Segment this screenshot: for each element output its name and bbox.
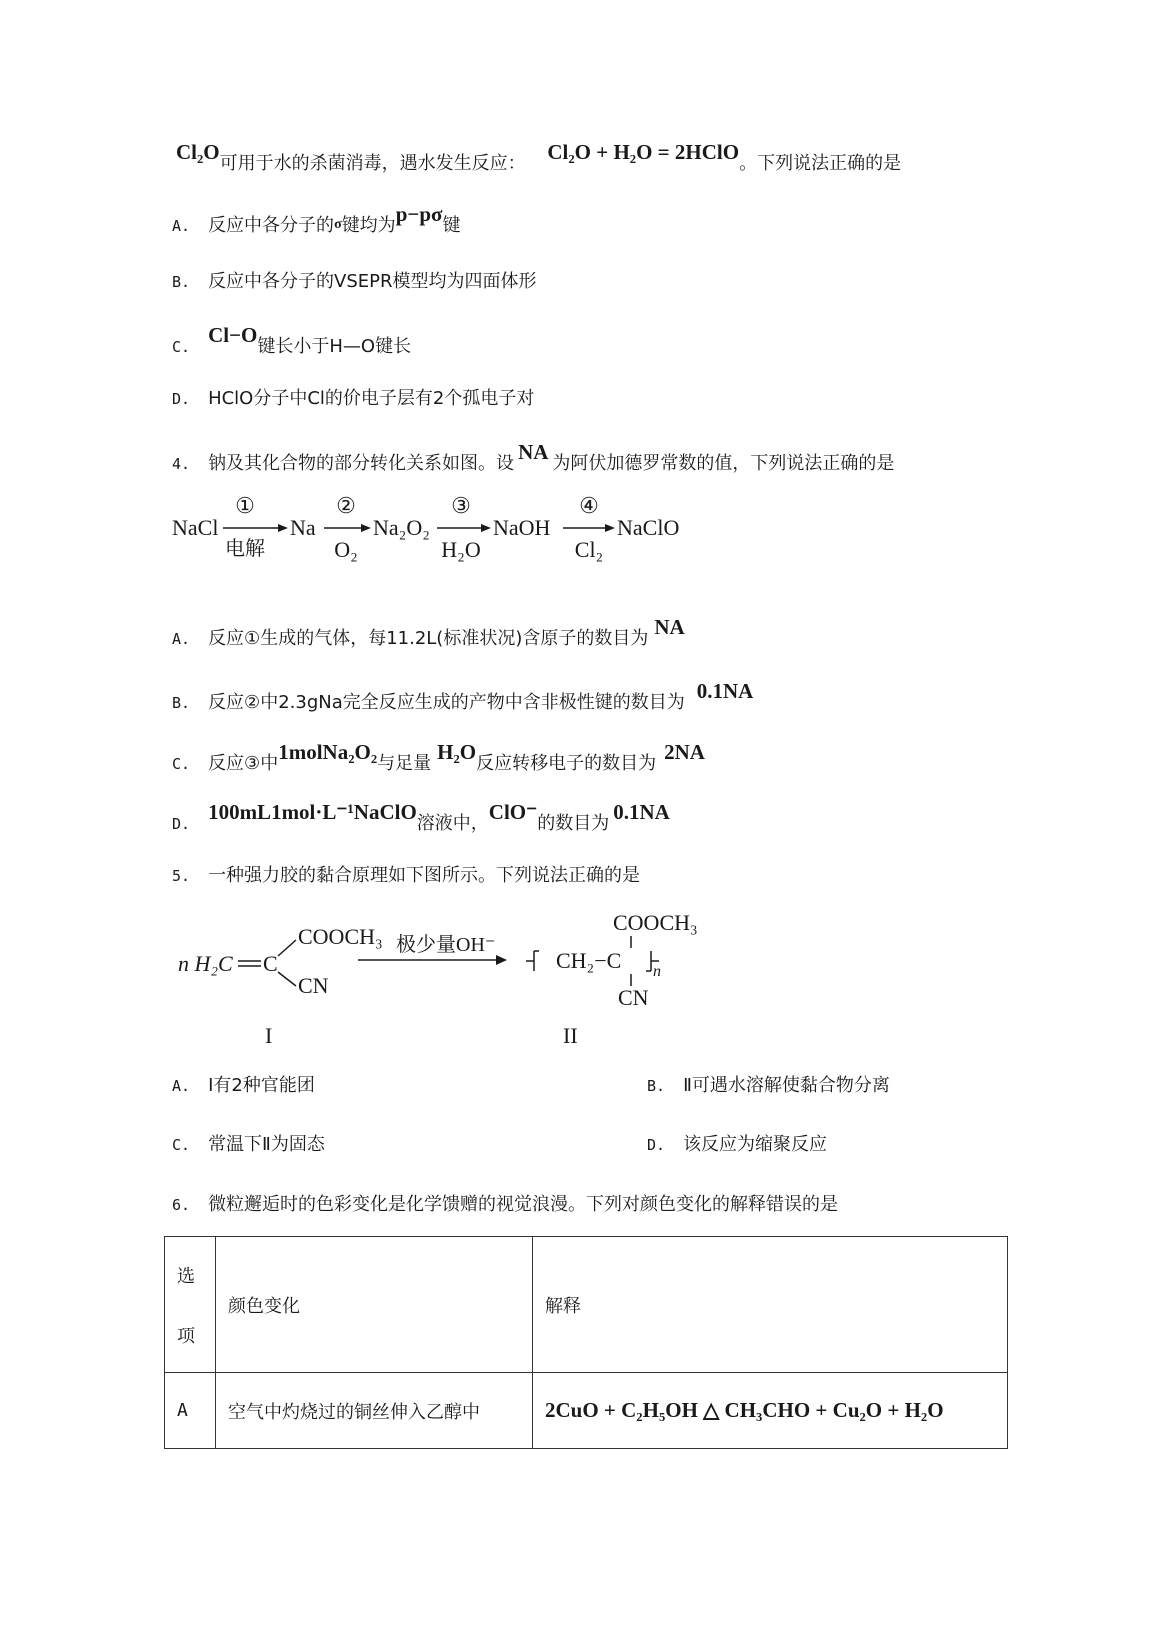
- glue-reaction-scheme: [160, 900, 730, 1050]
- q6-stem-text: 微粒邂逅时的色彩变化是化学馈赠的视觉浪漫。下列对颜色变化的解释错误的是: [208, 1194, 839, 1215]
- cell-option: A: [165, 1373, 216, 1449]
- step-2: ②: [336, 493, 356, 518]
- table-header-row: [165, 1237, 1008, 1373]
- polymer-subscript-n: n: [653, 963, 661, 980]
- step-4: ④: [579, 493, 599, 518]
- arrowhead-icon: [361, 524, 371, 532]
- option-formula: ClO⁻: [488, 800, 538, 824]
- q4-option-c: [172, 740, 705, 776]
- option-label: A.: [172, 217, 191, 235]
- option-text: 反应转移电子的数目为: [476, 753, 657, 774]
- condition-cl2: Cl₂: [574, 537, 604, 562]
- reaction-condition: 极少量OH⁻: [396, 934, 496, 956]
- q4-stem: [172, 440, 895, 476]
- q5-option-c: [172, 1133, 325, 1157]
- option-text: 反应①生成的气体，每11.2L(标准状况)含原子的数目为: [208, 628, 649, 649]
- option-text: 与足量: [377, 753, 432, 774]
- option-label: C.: [172, 338, 191, 356]
- species-naoh: NaOH: [493, 515, 551, 540]
- question-number: 6.: [172, 1196, 191, 1214]
- option-text: 键长小于H—O键长: [257, 336, 412, 357]
- option-label: B.: [647, 1077, 666, 1095]
- option-formula: 0.1NA: [696, 679, 754, 703]
- q6-table: [164, 1236, 1008, 1449]
- option-label: D.: [172, 390, 191, 408]
- species-na2o2: Na₂O₂: [373, 515, 430, 540]
- option-text: 键: [442, 215, 461, 236]
- header-explanation: 解释: [533, 1237, 1008, 1373]
- q3-option-c: [172, 323, 412, 359]
- q5-option-b: [647, 1074, 890, 1098]
- q5-stem: [172, 864, 640, 888]
- option-text: 该反应为缩聚反应: [683, 1134, 828, 1155]
- arrowhead-icon: [481, 524, 491, 532]
- q3-stem-equation: Cl₂O + H₂O = 2HClO: [547, 140, 740, 164]
- option-formula: 2NA: [664, 740, 705, 764]
- species-naclo: NaClO: [617, 515, 680, 540]
- step-3: ③: [451, 493, 471, 518]
- polymer-nitrile-group: CN: [618, 985, 649, 1010]
- q5-option-d: [647, 1133, 827, 1157]
- monomer-carbon: C: [263, 951, 278, 976]
- species-na: Na: [290, 515, 316, 540]
- option-text: 键均为: [341, 215, 396, 236]
- q5-option-a: [172, 1074, 315, 1098]
- q3-stem: [176, 140, 902, 176]
- q5-stem-text: 一种强力胶的黏合原理如下图所示。下列说法正确的是: [208, 865, 641, 886]
- header-option-line1: 选: [177, 1265, 195, 1287]
- sigma-symbol: σ: [334, 217, 342, 232]
- option-formula: H₂O: [437, 740, 477, 764]
- q4-stem-symbol: NA: [518, 440, 549, 464]
- species-nacl: NaCl: [172, 515, 219, 540]
- q4-stem-text-1: 钠及其化合物的部分转化关系如图。设: [208, 453, 515, 474]
- condition-o2: O₂: [334, 537, 358, 562]
- q3-stem-text: 可用于水的杀菌消毒，遇水发生反应：: [219, 153, 526, 174]
- option-label: D.: [172, 815, 191, 833]
- q4-option-d: [172, 800, 670, 836]
- q3-option-d: [172, 387, 534, 411]
- option-label: B.: [172, 694, 191, 712]
- monomer-prefix: n H₂C: [178, 951, 233, 976]
- q3-option-b: [172, 270, 537, 294]
- arrowhead-icon: [605, 524, 615, 532]
- option-text: 反应中各分子的: [208, 215, 335, 236]
- option-text: 反应中各分子的VSEPR模型均为四面体形: [208, 271, 537, 292]
- header-option: [165, 1237, 216, 1373]
- option-formula: 1molNa₂O₂: [278, 740, 378, 764]
- question-number: 5.: [172, 867, 191, 885]
- q6-stem: [172, 1193, 838, 1217]
- polymer-chain: CH₂−C: [556, 948, 622, 973]
- bond-line: [278, 972, 296, 986]
- q4-option-a: [172, 615, 685, 651]
- option-formula: Cl−O: [208, 323, 258, 347]
- bond-line: [278, 940, 296, 956]
- option-text: Ⅰ有2种官能团: [208, 1075, 315, 1096]
- step-1: ①: [235, 493, 255, 518]
- arrowhead-icon: [496, 955, 507, 965]
- option-label: C.: [172, 755, 191, 773]
- question-number: 4.: [172, 455, 191, 473]
- option-label: D.: [647, 1136, 666, 1154]
- option-text: 常温下Ⅱ为固态: [208, 1134, 325, 1155]
- cell-color-change: 空气中灼烧过的铜丝伸入乙醇中: [216, 1373, 533, 1449]
- option-label: A.: [172, 630, 191, 648]
- label-i: I: [265, 1023, 273, 1048]
- header-color-change: 颜色变化: [216, 1237, 533, 1373]
- table-row: [165, 1373, 1008, 1449]
- condition-h2o: H₂O: [441, 537, 481, 562]
- q4-option-b: [172, 679, 754, 715]
- monomer-ester-group: COOCH₃: [298, 924, 383, 949]
- monomer-nitrile-group: CN: [298, 973, 329, 998]
- header-option-line2: 项: [177, 1325, 195, 1347]
- option-formula: NA: [654, 615, 685, 639]
- option-formula: p−pσ: [395, 202, 443, 226]
- option-label: A.: [172, 1077, 191, 1095]
- option-text: Ⅱ可遇水溶解使黏合物分离: [683, 1075, 890, 1096]
- option-label: C.: [172, 1136, 191, 1154]
- label-ii: II: [563, 1023, 578, 1048]
- option-text: 的数目为: [537, 813, 610, 834]
- option-text: HClO分子中Cl的价电子层有2个孤电子对: [208, 388, 535, 409]
- q4-stem-text-2: 为阿伏加德罗常数的值，下列说法正确的是: [552, 453, 895, 474]
- q3-stem-tail: 。下列说法正确的是: [739, 153, 902, 174]
- polymer-ester-group: COOCH₃: [613, 910, 698, 935]
- option-text: 反应②中2.3gNa完全反应生成的产物中含非极性键的数目为: [208, 692, 685, 713]
- cell-explanation: 2CuO + C₂H₅OH △ CH₃CHO + Cu₂O + H₂O: [533, 1373, 1008, 1449]
- arrowhead-icon: [278, 524, 288, 532]
- option-formula: 100mL1mol·L⁻¹NaClO: [208, 800, 417, 824]
- option-text: 反应③中: [208, 753, 279, 774]
- condition-electrolysis: 电解: [225, 538, 265, 560]
- q3-stem-formula: Cl₂O: [176, 140, 220, 164]
- option-formula: 0.1NA: [613, 800, 670, 824]
- q3-option-a: [172, 202, 461, 240]
- option-text: 溶液中，: [416, 813, 489, 834]
- option-label: B.: [172, 273, 191, 291]
- sodium-conversion-scheme: [160, 488, 720, 572]
